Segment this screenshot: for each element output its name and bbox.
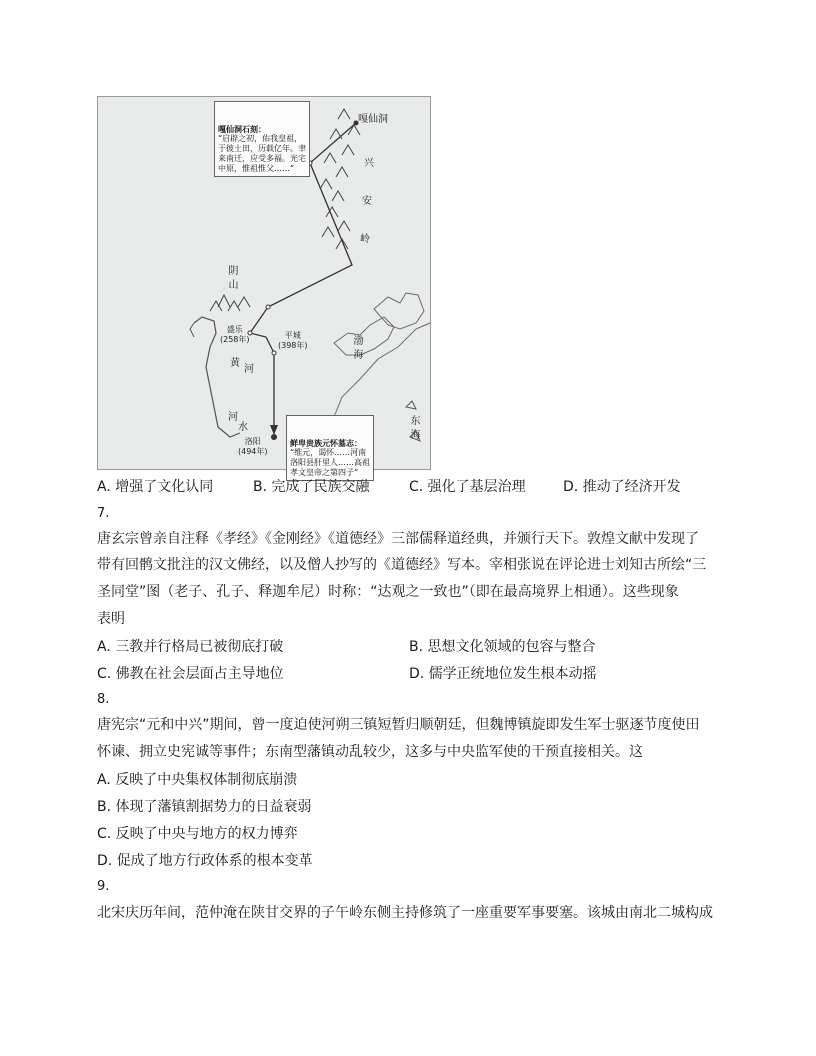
q8-option-d[interactable]: D. 促成了地方行政体系的根本变革 bbox=[97, 853, 313, 869]
inscription-gaxian-line1: “启辟之初，佑我皇祖， bbox=[218, 134, 303, 143]
q7-option-c[interactable]: C. 佛教在社会层面占主导地位 bbox=[97, 666, 284, 682]
q6-option-a[interactable]: A. 增强了文化认同 bbox=[97, 479, 214, 495]
city-shengle bbox=[220, 325, 250, 345]
label-bohai: 渤海 bbox=[351, 335, 362, 363]
label-yellow-2: 河 bbox=[244, 364, 254, 375]
label-yellow-1: 黄 bbox=[230, 358, 240, 369]
inscription-gaxian bbox=[214, 101, 310, 177]
q7-stem-line4: 表明 bbox=[97, 611, 125, 627]
inscription-gaxian-line3: 来南迁，应受多福。光宅 bbox=[218, 154, 306, 163]
city-pingcheng bbox=[278, 331, 308, 351]
island-1 bbox=[406, 401, 416, 409]
inscription-gaxian-line4: 中原，惟祖惟父……” bbox=[218, 164, 295, 173]
inscription-yuanhuai-line3: 孝文皇帝之第四子” bbox=[290, 468, 359, 477]
inscription-gaxian-line2: 于彼土田，历载亿年。聿 bbox=[218, 144, 306, 153]
q8-option-a[interactable]: A. 反映了中央集权体制彻底崩溃 bbox=[97, 772, 298, 788]
river-bend bbox=[190, 323, 194, 337]
inscription-yuanhuai-line2: 洛阳县肝里人……高祖 bbox=[290, 458, 370, 467]
q6-option-d[interactable]: D. 推动了经济开发 bbox=[563, 479, 681, 495]
label-cave: 嘎仙洞 bbox=[358, 114, 388, 125]
label-luo-2: 水 bbox=[238, 422, 248, 433]
inscription-yuanhuai bbox=[286, 415, 374, 481]
q7-number: 7. bbox=[97, 506, 110, 521]
q8-option-c[interactable]: C. 反映了中央与地方的权力博弈 bbox=[97, 826, 298, 842]
q8-option-b[interactable]: B. 体现了藩镇割据势力的日益衰弱 bbox=[97, 799, 312, 815]
node-b bbox=[266, 305, 270, 309]
q8-stem-line2: 怀谏、拥立史宪诚等事件；东南型藩镇动乱较少，这多与中央监军使的干预直接相关。这 bbox=[97, 744, 643, 760]
q7-option-b[interactable]: B. 思想文化领域的包容与整合 bbox=[409, 639, 596, 655]
xingan-mountains bbox=[320, 109, 360, 249]
q6-option-c[interactable]: C. 强化了基层治理 bbox=[409, 479, 526, 495]
city-luoyang-year: (494年) bbox=[238, 447, 268, 456]
city-luoyang bbox=[238, 437, 268, 457]
label-range-2: 安 bbox=[362, 196, 372, 207]
q7-option-d[interactable]: D. 儒学正统地位发生根本动摇 bbox=[409, 666, 597, 682]
city-shengle-name: 盛乐 bbox=[226, 325, 243, 334]
yinshan-mountains bbox=[210, 295, 250, 311]
peninsula-coast bbox=[374, 293, 424, 329]
label-sea: 东海 bbox=[408, 415, 419, 443]
q8-number: 8. bbox=[97, 692, 110, 707]
node-luoyang bbox=[271, 434, 277, 440]
label-range-1: 兴 bbox=[364, 158, 374, 169]
q7-stem-line1: 唐玄宗曾亲自注释《孝经》《金刚经》《道德经》三部儒释道经典，并颁行天下。敦煌文献中发现了 bbox=[97, 531, 699, 547]
q7-option-a[interactable]: A. 三教并行格局已被彻底打破 bbox=[97, 639, 284, 655]
city-pingcheng-year: (398年) bbox=[278, 341, 308, 350]
city-shengle-year: (258年) bbox=[220, 335, 250, 344]
inscription-yuanhuai-title: 鲜卑贵族元怀墓志： bbox=[290, 438, 362, 448]
q9-stem-line1: 北宋庆历年间，范仲淹在陕甘交界的子午岭东侧主持修筑了一座重要军事要塞。该城由南北二城构成 bbox=[97, 905, 713, 921]
q9-number: 9. bbox=[97, 879, 110, 894]
city-pingcheng-name: 平城 bbox=[284, 331, 301, 340]
q6-option-b[interactable]: B. 完成了民族交融 bbox=[253, 479, 370, 495]
label-range-3: 岭 bbox=[360, 234, 370, 245]
route-arrow bbox=[270, 425, 278, 435]
migration-map bbox=[97, 96, 431, 477]
inscription-gaxian-title: 嘎仙洞石刻： bbox=[218, 124, 266, 134]
q7-stem-line2: 带有回鹘文批注的汉文佛经，以及僧人抄写的《道德经》写本。宰相张说在评论进士刘知古所绘“三 bbox=[97, 557, 707, 573]
liaodong-coast bbox=[334, 317, 394, 355]
q8-stem-line1: 唐宪宗“元和中兴”期间，曾一度迫使河朔三镇短暂归顺朝廷，但魏博镇旋即发生军士驱逐节度使田 bbox=[97, 717, 700, 733]
node-pingcheng bbox=[272, 351, 276, 355]
q7-stem-line3: 圣同堂”图（老子、孔子、释迦牟尼）时称：“达观之一致也”（即在最高境界上相通）。这些现象 bbox=[97, 584, 679, 600]
inscription-yuanhuai-line1: “维元，谒怀……河南 bbox=[290, 448, 367, 457]
label-yinshan: 阴山 bbox=[226, 265, 237, 293]
city-luoyang-name: 洛阳 bbox=[244, 437, 261, 446]
label-luo-1: 河 bbox=[228, 412, 238, 423]
